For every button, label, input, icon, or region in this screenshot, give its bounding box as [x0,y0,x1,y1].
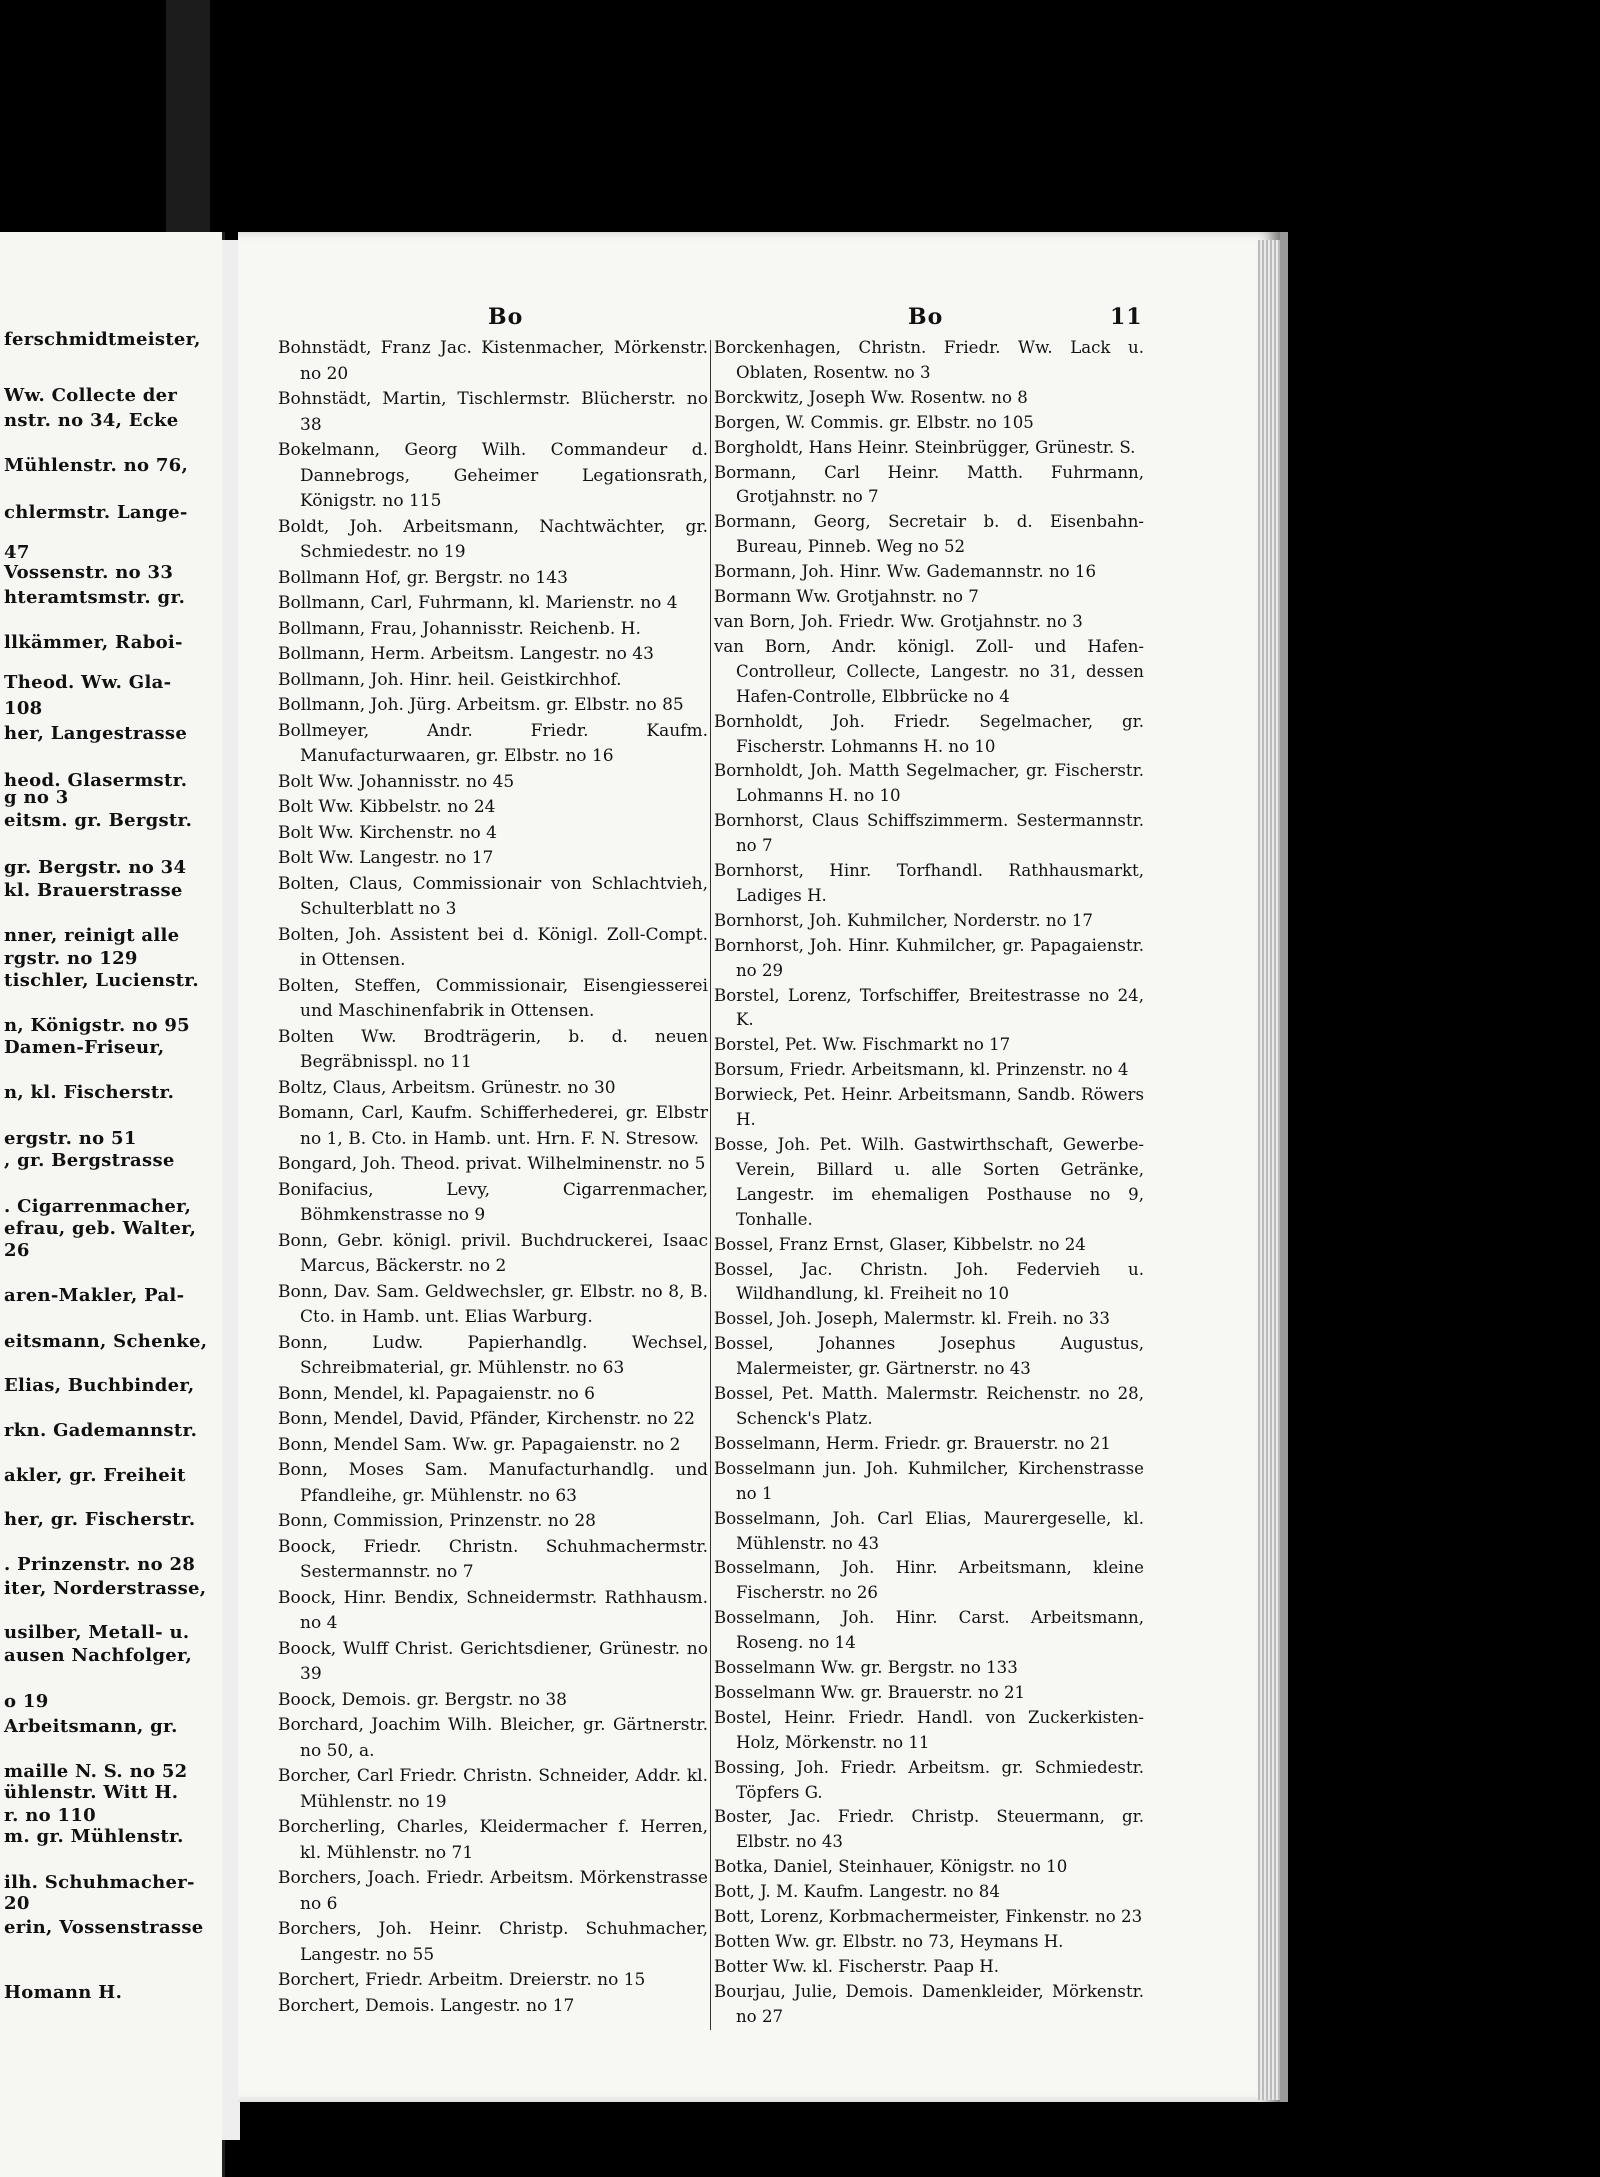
left-page-line: nner, reinigt alle [4,925,180,946]
directory-entry: Bornhorst, Claus Schiffszimmerm. Sestermannstr. no 7 [714,811,1144,856]
directory-entry: Bonn, Mendel Sam. Ww. gr. Papagaienstr. no 2 [278,1434,681,1455]
column-divider [710,340,711,2030]
directory-column-2 [714,336,1144,2030]
directory-entry: Boock, Wulff Christ. Gerichtsdiener, Grünestr. no 39 [278,1638,708,1684]
directory-entry: Borchert, Demois. Langestr. no 17 [278,1995,575,2016]
directory-entry: Bonn, Dav. Sam. Geldwechsler, gr. Elbstr. no 8, B. Cto. in Hamb. unt. Elias Warburg. [278,1281,708,1327]
left-page-line: . Cigarrenmacher, [4,1196,192,1217]
directory-entry: Borchard, Joachim Wilh. Bleicher, gr. Gärtnerstr. no 50, a. [278,1715,708,1761]
directory-entry: Bolten, Steffen, Commissionair, Eisengiesserei und Maschinenfabrik in Ottensen. [278,975,708,1021]
directory-entry: Bolt Ww. Kirchenstr. no 4 [278,822,497,843]
directory-entry: Borckenhagen, Christn. Friedr. Ww. Lack u. Oblaten, Rosentw. no 3 [714,338,1144,382]
left-page-line: g no 3 [4,787,69,808]
left-page-line: tischler, Lucienstr. [4,970,199,991]
directory-entry: Borwieck, Pet. Heinr. Arbeitsmann, Sandb. Röwers H. [714,1085,1144,1130]
directory-entry: Bossel, Jac. Christn. Joh. Federvieh u. Wildhandlung, kl. Freiheit no 10 [714,1259,1144,1304]
directory-entry: Bosselmann, Joh. Hinr. Carst. Arbeitsmann, Roseng. no 14 [714,1608,1144,1653]
directory-entry: Borgen, W. Commis. gr. Elbstr. no 105 [714,412,1034,432]
left-page [0,232,225,2177]
directory-entry: Bormann Ww. Grotjahnstr. no 7 [714,587,979,607]
left-page-line: ilh. Schuhmacher- [4,1872,195,1893]
directory-entry: Boldt, Joh. Arbeitsmann, Nachtwächter, gr. Schmiedestr. no 19 [278,516,708,562]
directory-entry: Bonn, Mendel, David, Pfänder, Kirchenstr. no 22 [278,1409,695,1429]
directory-entry: Bossel, Franz Ernst, Glaser, Kibbelstr. no 24 [714,1234,1086,1254]
directory-entry: Bosselmann, Herm. Friedr. gr. Brauerstr. no 21 [714,1433,1111,1453]
left-page-line: eitsm. gr. Bergstr. [4,810,193,831]
directory-entry: Bomann, Carl, Kaufm. Schifferhederei, gr. Elbstr no 1, B. Cto. in Hamb. unt. Hrn. F. N. Stresow. [278,1103,708,1149]
directory-entry: Bohnstädt, Franz Jac. Kistenmacher, Mörkenstr. no 20 [278,338,708,384]
directory-entry: Boock, Friedr. Christn. Schuhmachermstr. Sestermannstr. no 7 [278,1536,708,1582]
directory-entry: Bormann, Carl Heinr. Matth. Fuhrmann, Grotjahnstr. no 7 [714,462,1144,507]
directory-entry: Bollmann, Herm. Arbeitsm. Langestr. no 43 [278,644,654,664]
left-page-line: erin, Vossenstrasse [4,1917,204,1938]
directory-entry: Bonifacius, Levy, Cigarrenmacher, Böhmkenstrasse no 9 [278,1179,708,1225]
left-page-line: Theod. Ww. Gla- [4,672,172,693]
directory-entry: Borchert, Friedr. Arbeitm. Dreierstr. no 15 [278,1970,646,1990]
directory-entry: Bornhorst, Joh. Hinr. Kuhmilcher, gr. Papagaienstr. no 29 [714,935,1144,980]
directory-entry: Borgholdt, Hans Heinr. Steinbrügger, Grünestr. S. [714,437,1136,457]
left-page-line: Mühlenstr. no 76, [4,455,189,476]
left-page-line: . Prinzenstr. no 28 [4,1554,196,1575]
left-page-line: m. gr. Mühlenstr. [4,1826,184,1847]
directory-entry: Borcher, Carl Friedr. Christn. Schneider, Addr. kl. Mühlenstr. no 19 [278,1766,708,1812]
left-page-line: 26 [4,1240,30,1261]
left-page-line: Homann H. [4,1982,123,2003]
left-page-line: usilber, Metall- u. [4,1622,190,1643]
directory-entry: Bolt Ww. Kibbelstr. no 24 [278,797,496,817]
directory-entry: Borchers, Joh. Heinr. Christp. Schuhmacher, Langestr. no 55 [278,1919,708,1965]
directory-entry: Bollmann, Joh. Jürg. Arbeitsm. gr. Elbstr. no 85 [278,695,684,715]
directory-entry: Bolten, Claus, Commissionair von Schlachtvieh, Schulterblatt no 3 [278,873,708,919]
directory-entry: Bollmeyer, Andr. Friedr. Kaufm. Manufacturwaaren, gr. Elbstr. no 16 [278,720,708,766]
directory-entry: Bongard, Joh. Theod. privat. Wilhelminenstr. no 5 [278,1154,706,1174]
directory-entry: Bossel, Joh. Joseph, Malermstr. kl. Freih. no 33 [714,1309,1110,1329]
directory-entry: Borcherling, Charles, Kleidermacher f. Herren, kl. Mühlenstr. no 71 [278,1817,708,1863]
directory-entry: Bossel, Johannes Josephus Augustus, Malermeister, gr. Gärtnerstr. no 43 [714,1334,1144,1379]
directory-entry: Borchers, Joach. Friedr. Arbeitsm. Mörkenstrasse no 6 [278,1868,708,1914]
directory-column-1 [278,336,708,2019]
left-page-line: 47 [4,542,30,563]
directory-entry: Bolten, Joh. Assistent bei d. Königl. Zoll-Compt. in Ottensen. [278,924,708,970]
left-page-line: hteramtsmstr. gr. [4,587,186,608]
left-page-line: ferschmidtmeister, [4,329,201,350]
directory-entry: Bokelmann, Georg Wilh. Commandeur d. Dannebrogs, Geheimer Legationsrath, Königstr. no 115 [278,440,708,511]
binding-strip-top [166,0,210,240]
directory-entry: Boltz, Claus, Arbeitsm. Grünestr. no 30 [278,1077,616,1098]
directory-entry: Bosselmann Ww. gr. Brauerstr. no 21 [714,1682,1026,1702]
directory-entry: Bollmann, Frau, Johannisstr. Reichenb. H. [278,618,641,639]
left-page-line: Ww. Collecte der [4,385,178,406]
directory-entry: Bolten Ww. Brodträgerin, b. d. neuen Begräbnisspl. no 11 [278,1026,708,1072]
left-page-line: , gr. Bergstrasse [4,1150,175,1171]
directory-entry: Boster, Jac. Friedr. Christp. Steuermann, gr. Elbstr. no 43 [714,1807,1144,1852]
directory-entry: Bosse, Joh. Pet. Wilh. Gastwirthschaft, Gewerbe-Verein, Billard u. alle Sorten Getränke, Langestr. im ehemaligen Posthause no 9, Tonhalle. [714,1135,1144,1229]
left-page-line: her, Langestrasse [4,723,188,744]
left-page-line: ausen Nachfolger, [4,1645,193,1666]
guide-word-left: Bo [488,304,524,330]
directory-entry: Botter Ww. kl. Fischerstr. Paap H. [714,1956,1000,1976]
page-number: 11 [1110,304,1143,330]
directory-entry: Bornhorst, Joh. Kuhmilcher, Norderstr. no 17 [714,910,1093,930]
directory-entry: Bostel, Heinr. Friedr. Handl. von Zuckerkisten-Holz, Mörkenstr. no 11 [714,1707,1144,1752]
left-page-line: Damen-Friseur, [4,1037,165,1058]
directory-entry: Bosselmann jun. Joh. Kuhmilcher, Kirchenstrasse no 1 [714,1458,1144,1503]
left-page-line: ergstr. no 51 [4,1128,137,1149]
directory-entry: Bonn, Ludw. Papierhandlg. Wechsel, Schreibmaterial, gr. Mühlenstr. no 63 [278,1332,708,1378]
directory-entry: Bornhorst, Hinr. Torfhandl. Rathhausmarkt, Ladiges H. [714,861,1144,905]
directory-entry: Boock, Demois. gr. Bergstr. no 38 [278,1689,567,1710]
directory-entry: Bormann, Georg, Secretair b. d. Eisenbahn-Bureau, Pinneb. Weg no 52 [714,512,1144,557]
directory-entry: Bott, J. M. Kaufm. Langestr. no 84 [714,1882,1000,1902]
directory-entry: Bourjau, Julie, Demois. Damenkleider, Mörkenstr. no 27 [714,1981,1144,2026]
directory-entry: Bossel, Pet. Matth. Malermstr. Reichenstr. no 28, Schenck's Platz. [714,1384,1144,1428]
left-page-line: ühlenstr. Witt H. [4,1782,179,1803]
left-page-line: n, kl. Fischerstr. [4,1082,175,1103]
directory-entry: van Born, Andr. königl. Zoll- und Hafen-Controlleur, Collecte, Langestr. no 31, dessen Hafen-Controlle, Elbbrücke no 4 [714,636,1144,706]
left-page-line: rkn. Gademannstr. [4,1420,198,1441]
left-page-line: nstr. no 34, Ecke [4,410,179,431]
left-page-line: chlermstr. Lange- [4,502,188,523]
directory-entry: Bollmann, Joh. Hinr. heil. Geistkirchhof. [278,669,622,690]
left-page-line: efrau, geb. Walter, [4,1218,197,1239]
directory-entry: Bolt Ww. Langestr. no 17 [278,848,494,868]
left-page-line: eitsmann, Schenke, [4,1331,208,1352]
directory-entry: Botten Ww. gr. Elbstr. no 73, Heymans H. [714,1932,1064,1951]
page-edge [1258,240,1280,2100]
directory-entry: van Born, Joh. Friedr. Ww. Grotjahnstr. no 3 [714,611,1083,631]
directory-entry: Bosselmann, Joh. Hinr. Arbeitsmann, kleine Fischerstr. no 26 [714,1558,1144,1603]
directory-entry: Bott, Lorenz, Korbmachermeister, Finkenstr. no 23 [714,1907,1143,1927]
directory-entry: Botka, Daniel, Steinhauer, Königstr. no 10 [714,1857,1068,1877]
left-page-line: llkämmer, Raboi- [4,632,183,653]
directory-entry: Borstel, Pet. Ww. Fischmarkt no 17 [714,1035,1011,1055]
left-page-line: 20 [4,1893,30,1914]
directory-entry: Bonn, Gebr. königl. privil. Buchdruckerei, Isaac Marcus, Bäckerstr. no 2 [278,1230,708,1276]
left-page-line: heod. Glasermstr. [4,770,188,791]
left-page-line: kl. Brauerstrasse [4,880,183,901]
guide-word-right: Bo [908,304,944,330]
directory-entry: Bohnstädt, Martin, Tischlermstr. Blücherstr. no 38 [278,389,708,435]
left-page-line: maille N. S. no 52 [4,1761,188,1782]
left-page-line: rgstr. no 129 [4,948,138,969]
directory-entry: Borsum, Friedr. Arbeitsmann, kl. Prinzenstr. no 4 [714,1060,1129,1080]
directory-entry: Bosselmann, Joh. Carl Elias, Maurergeselle, kl. Mühlenstr. no 43 [714,1508,1144,1553]
left-page-line: o 19 [4,1691,49,1712]
directory-entry: Bossing, Joh. Friedr. Arbeitsm. gr. Schmiedestr. Töpfers G. [714,1757,1144,1802]
left-page-line: r. no 110 [4,1805,96,1826]
left-page-line: Vossenstr. no 33 [4,562,174,583]
directory-entry: Borstel, Lorenz, Torfschiffer, Breitestrasse no 24, K. [714,985,1144,1030]
directory-entry: Boock, Hinr. Bendix, Schneidermstr. Rathhausm. no 4 [278,1587,708,1633]
directory-entry: Bollmann, Carl, Fuhrmann, kl. Marienstr. no 4 [278,593,678,613]
directory-entry: Bonn, Commission, Prinzenstr. no 28 [278,1511,596,1531]
left-page-line: aren-Makler, Pal- [4,1285,185,1306]
left-page-line: 108 [4,698,43,719]
directory-entry: Bormann, Joh. Hinr. Ww. Gademannstr. no 16 [714,562,1097,582]
directory-entry: Bonn, Mendel, kl. Papagaienstr. no 6 [278,1383,595,1404]
directory-entry: Bornholdt, Joh. Friedr. Segelmacher, gr. Fischerstr. Lohmanns H. no 10 [714,711,1144,756]
directory-entry: Bornholdt, Joh. Matth Segelmacher, gr. Fischerstr. Lohmanns H. no 10 [714,761,1144,806]
left-page-line: n, Königstr. no 95 [4,1015,191,1036]
directory-entry: Borckwitz, Joseph Ww. Rosentw. no 8 [714,387,1028,407]
directory-entry: Bonn, Moses Sam. Manufacturhandlg. und Pfandleihe, gr. Mühlenstr. no 63 [278,1460,708,1506]
directory-entry: Bosselmann Ww. gr. Bergstr. no 133 [714,1658,1018,1678]
left-page-line: Arbeitsmann, gr. [4,1716,178,1737]
left-page-line: gr. Bergstr. no 34 [4,857,187,878]
directory-entry: Bollmann Hof, gr. Bergstr. no 143 [278,567,568,588]
left-page-line: akler, gr. Freiheit [4,1465,186,1486]
left-page-line: Elias, Buchbinder, [4,1375,195,1396]
directory-entry: Bolt Ww. Johannisstr. no 45 [278,771,515,792]
left-page-line: iter, Norderstrasse, [4,1578,207,1599]
left-page-line: her, gr. Fischerstr. [4,1509,196,1530]
